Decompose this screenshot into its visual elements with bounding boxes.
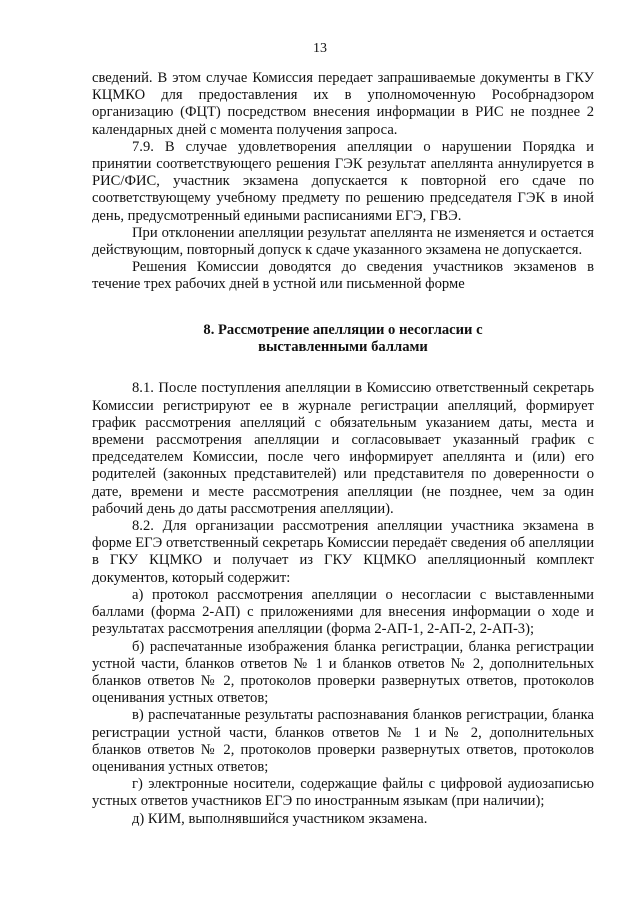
section-heading [92,322,594,357]
document-body [92,70,594,828]
paragraph: 8.2. Для организации рассмотрения апелляции участника экзамена в форме ЕГЭ ответственный секретарь Комиссии передаёт сведения об апелляции в ГКУ КЦМКО и получает из ГКУ КЦМКО апелляционный комплект документов, который содержит: [92,518,594,586]
paragraphs-after [92,380,594,827]
paragraph: б) распечатанные изображения бланка регистрации, бланка регистрации устной части, бланков ответов № 1 и бланков ответов № 2, дополнительных бланков ответов № 2, протоколов проверки развернутых ответов, протоколов оценивания устных ответов; [92,638,594,707]
paragraph: При отклонении апелляции результат апеллянта не изменяется и остается действующим, повторный допуск к сдаче указанного экзамена не допускается. [92,224,594,259]
paragraph: 7.9. В случае удовлетворения апелляции о нарушении Порядка и принятии соответствующего решения ГЭК результат апеллянта аннулируется в РИС/ФИС, участник экзамена допускается к повторной его сдаче по соответствующему учебному предмету по решению председателя ГЭК в иной день, предусмотренный едиными расписаниями ЕГЭ, ГВЭ. [92,138,594,224]
paragraph: Решения Комиссии доводятся до сведения участников экзаменов в течение трех рабочих дней в устной или письменной форме [92,259,594,293]
paragraph: сведений. В этом случае Комиссия передает запрашиваемые документы в ГКУ КЦМКО для предоставления их в уполномоченную Рособрнадзором организацию (ФЦТ) посредством внесения информации в РИС не позднее 2 календарных дней с момента получения запроса. [92,70,594,138]
page-number: 13 [313,41,327,56]
paragraph: а) протокол рассмотрения апелляции о несогласии с выставленными баллами (форма 2-АП) с приложениями для внесения информации о ходе и результатах рассмотрения апелляции (форма 2-АП-1, 2-АП-2, 2-АП-3); [92,586,594,638]
paragraph: г) электронные носители, содержащие файлы с цифровой аудиозаписью устных ответов участников ЕГЭ по иностранным языкам (при наличии); [92,776,594,810]
paragraph: 8.1. После поступления апелляции в Комиссию ответственный секретарь Комиссии регистрируют ее в журнале регистрации апелляций, формирует график рассмотрения апелляций с обязательным указанием даты, места и времени рассмотрения апелляции и согласовывает указанный график с председателем Комиссии, после чего информирует апеллянта и (или) его родителей (законных представителей) или представителя по доверенности о дате, времени и месте рассмотрения апелляции (не позднее, чем за один рабочий день до даты рассмотрения апелляции). [92,380,594,517]
paragraph: д) КИМ, выполнявшийся участником экзамена. [132,810,428,827]
section-heading-line-2: выставленными баллами [258,339,428,356]
paragraph: в) распечатанные результаты распознавания бланков регистрации, бланка регистрации устной части, бланков ответов № 1 и № 2, дополнительных бланков ответов № 2, протоколов проверки развернутых ответов, протоколов оценивания устных ответов; [92,707,594,775]
section-heading-line-1: 8. Рассмотрение апелляции о несогласии с [203,321,483,338]
paragraphs-before [92,70,594,294]
